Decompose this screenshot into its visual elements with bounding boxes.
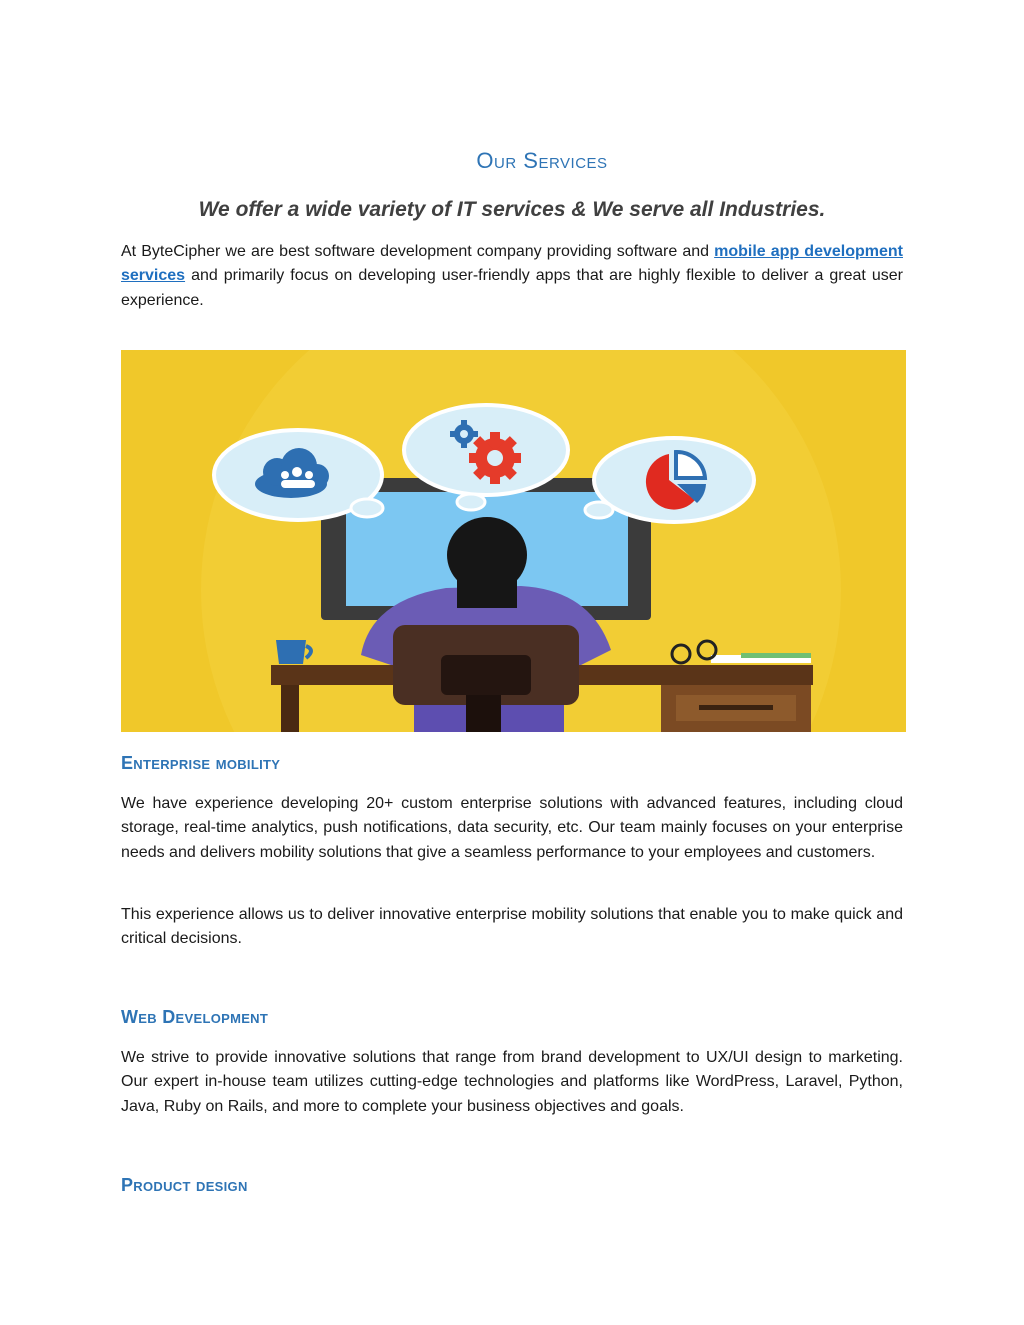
section-heading-product-design: Product design [121,1175,248,1195]
intro-text-before: At ByteCipher we are best software development company providing software and [121,243,715,260]
section-heading-web-development: Web Development [121,1007,269,1027]
intro-paragraph [121,240,903,313]
web-development-paragraph: We strive to provide innovative solutions that range from brand development to UX/UI design to marketing. Our expert in-house team utilizes cutting-edge technologies and platforms like WordPress, Laravel, Python, Java, Ruby on Rails, and more to complete your business objectives and goals. [121,1049,903,1115]
intro-text-after: and primarily focus on developing user-friendly apps that are highly flexible to deliver a great user experience. [121,267,903,309]
hero-illustration [121,350,906,732]
section-heading-enterprise-mobility: Enterprise mobility [121,753,281,773]
mobile-app-development-link[interactable]: mobile app development services [121,243,903,285]
page-title: Our Services [476,148,608,173]
enterprise-mobility-paragraph-2: This experience allows us to deliver innovative enterprise mobility solutions that enable you to make quick and critical decisions. [121,906,903,948]
page-subtitle: We offer a wide variety of IT services & We serve all Industries. [198,198,826,221]
enterprise-mobility-paragraph-1: We have experience developing 20+ custom enterprise solutions with advanced features, including cloud storage, real-time analytics, push notifications, data security, etc. Our team mainly focuses on your enterprise needs and delivers mobility solutions that give a seamless performance to your employees and customers. [121,795,903,861]
